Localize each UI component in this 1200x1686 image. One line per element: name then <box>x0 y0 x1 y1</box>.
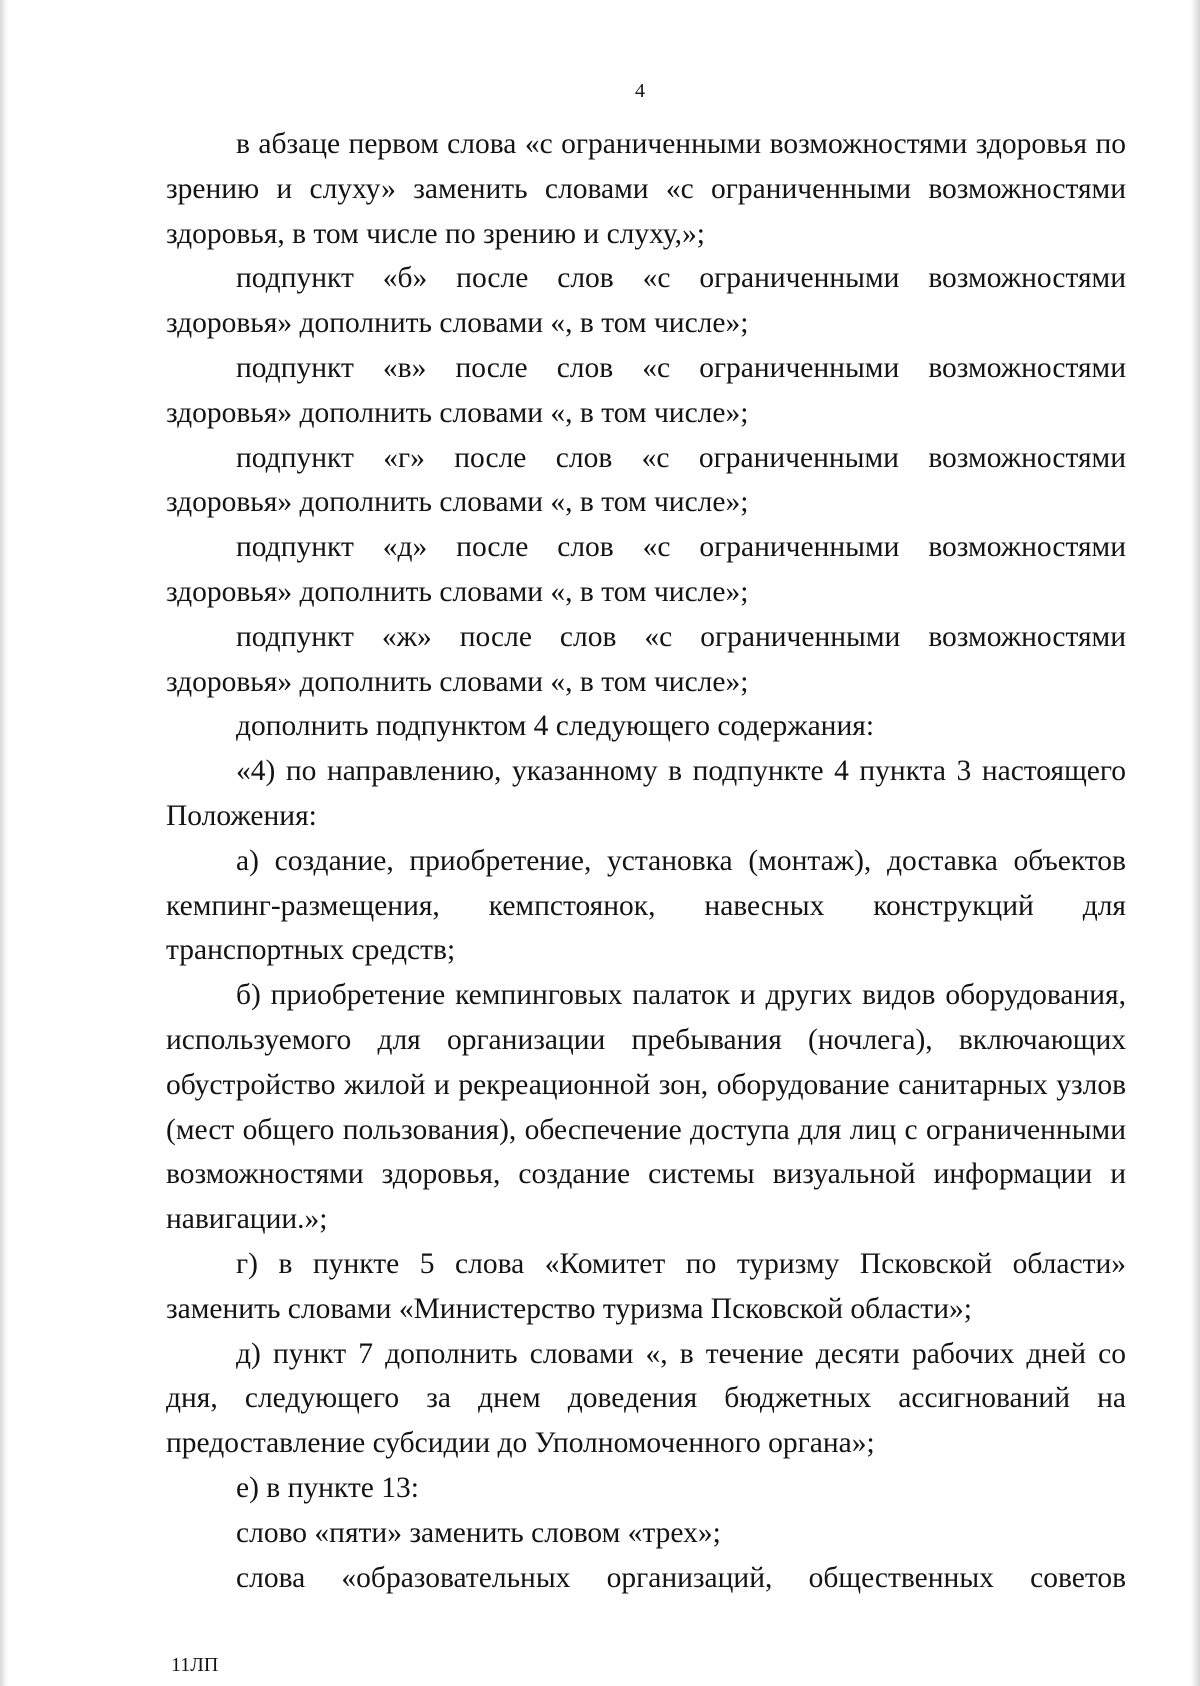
scan-edge-left <box>0 0 8 1686</box>
document-body <box>166 122 1126 1600</box>
paragraph: д) пункт 7 дополнить словами «, в течение десяти рабочих дней со дня, следующего за днем доведения бюджетных ассигнований на предоставление субсидии до Уполномоченного органа»; <box>166 1337 1126 1460</box>
paragraph: дополнить подпунктом 4 следующего содержания: <box>236 710 875 743</box>
paragraph: а) создание, приобретение, установка (монтаж), доставка объектов кемпинг-размещения, кемпстоянок, навесных конструкций для транспортных средств; <box>166 844 1126 967</box>
footer-code: 11ЛП <box>171 1654 219 1676</box>
page-number: 4 <box>635 80 645 102</box>
paragraph: е) в пункте 13: <box>236 1471 419 1504</box>
paragraph: «4) по направлению, указанному в подпункте 4 пункта 3 настоящего Положения: <box>166 755 1126 832</box>
scan-edge-right <box>1190 0 1200 1686</box>
paragraph: слово «пяти» заменить словом «трех»; <box>236 1516 721 1549</box>
paragraph: подпункт «в» после слов «с ограниченными возможностями здоровья» дополнить словами «, в том числе»; <box>166 351 1126 429</box>
paragraph: подпункт «ж» после слов «с ограниченными возможностями здоровья» дополнить словами «, в том числе»; <box>166 620 1126 698</box>
paragraph: г) в пункте 5 слова «Комитет по туризму Псковской области» заменить словами «Министерство туризма Псковской области»; <box>166 1247 1126 1325</box>
paragraph: подпункт «д» после слов «с ограниченными возможностями здоровья» дополнить словами «, в том числе»; <box>166 531 1126 608</box>
paragraph: слова «образовательных организаций, общественных советов <box>236 1561 1126 1594</box>
paragraph: б) приобретение кемпинговых палаток и других видов оборудования, используемого для организации пребывания (ночлега), включающих обустройство жилой и рекреационной зон, оборудование санитарных узлов (мест общего пользования), обеспечение доступа для лиц с ограниченными возможностями здоровья, создание системы визуальной информации и навигации.»; <box>166 979 1126 1236</box>
paragraph: в абзаце первом слова «с ограниченными возможностями здоровья по зрению и слуху» заменить словами «с ограниченными возможностями здоровья, в том числе по зрению и слуху,»; <box>166 128 1126 250</box>
paragraph: подпункт «б» после слов «с ограниченными возможностями здоровья» дополнить словами «, в том числе»; <box>166 262 1126 340</box>
paragraph: подпункт «г» после слов «с ограниченными возможностями здоровья» дополнить словами «, в том числе»; <box>166 441 1126 519</box>
